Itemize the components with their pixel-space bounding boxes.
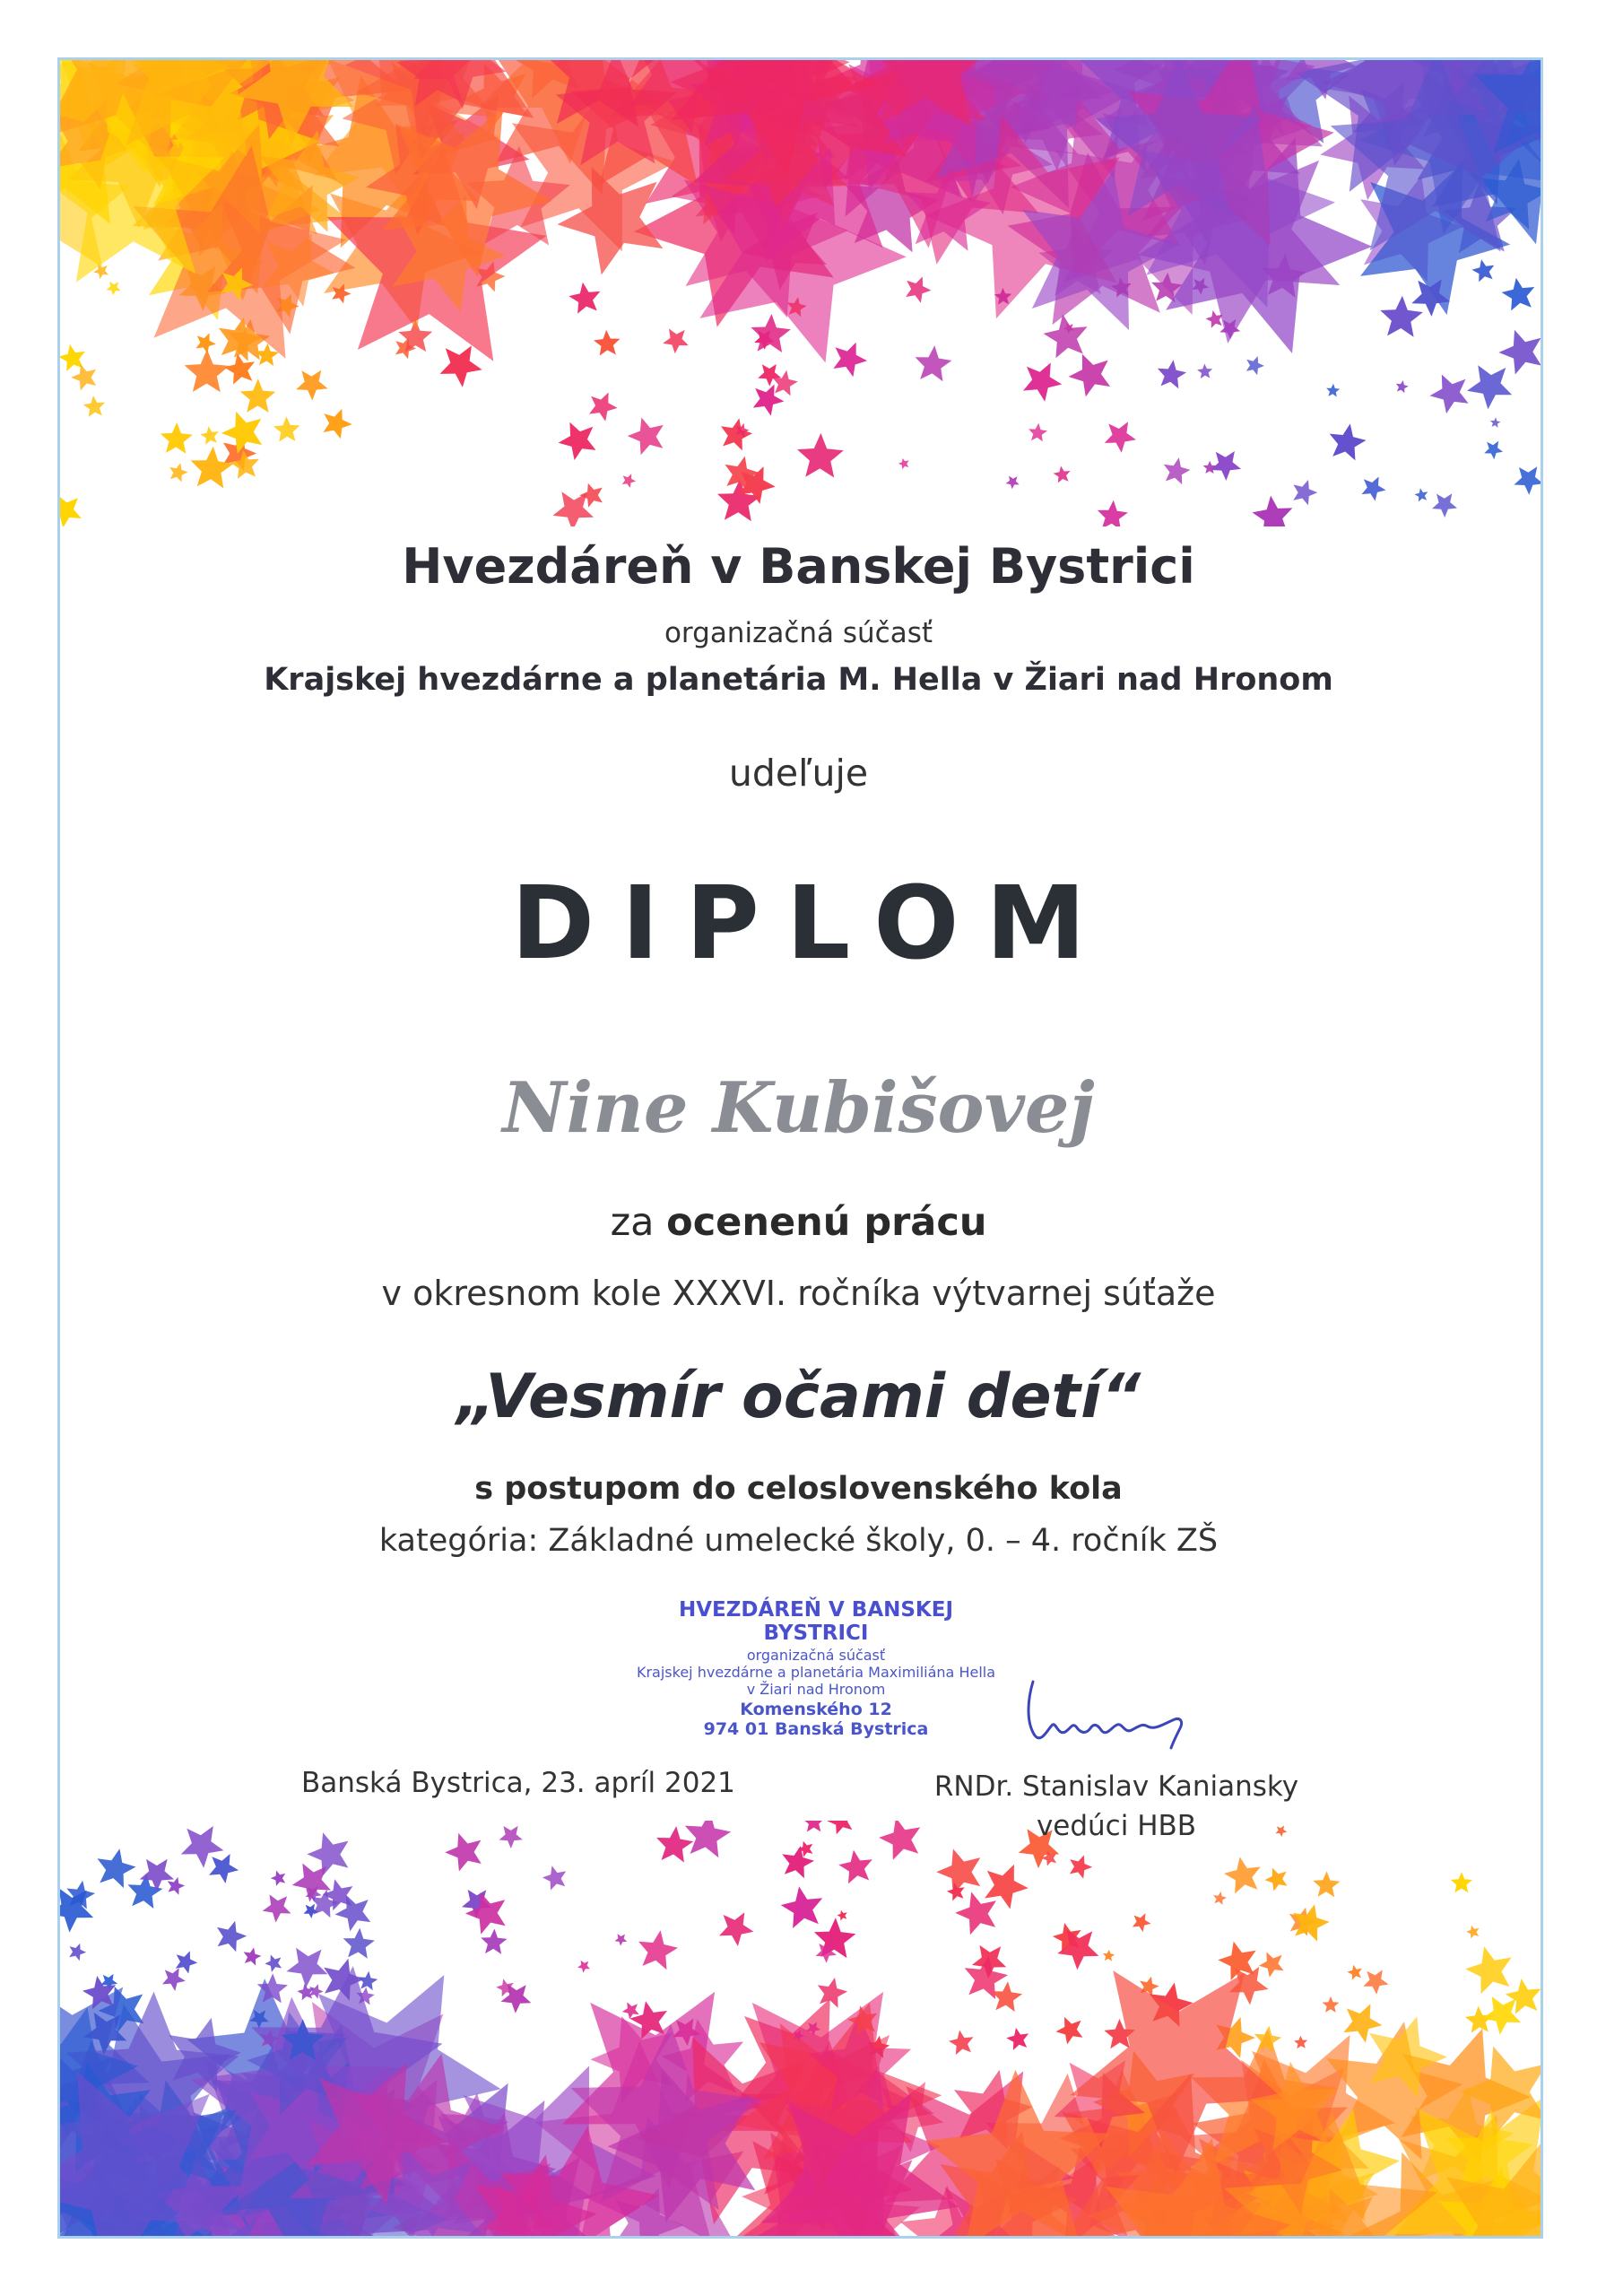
star-shape — [60, 495, 82, 526]
star-shape — [1362, 477, 1386, 501]
star-shape — [1502, 278, 1535, 311]
official-stamp — [628, 1598, 1004, 1739]
star-shape — [481, 1929, 507, 1954]
star-shape — [1098, 500, 1128, 526]
star-shape — [307, 1832, 348, 1875]
star-shape — [577, 1961, 590, 1973]
stamp-line-4: v Žiari nad Hronom — [746, 1681, 886, 1698]
star-shape — [837, 1910, 846, 1921]
stamp-line-5: Komenského 12 — [740, 1700, 892, 1719]
star-shape — [343, 1928, 375, 1959]
star-shape — [1069, 354, 1111, 397]
grants-text: udeľuje — [728, 752, 869, 795]
star-shape — [622, 474, 636, 488]
document-title: DIPLOM — [511, 865, 1113, 982]
stamp-line-2: organizačná súčasť — [746, 1647, 886, 1664]
star-shape — [304, 1904, 319, 1918]
star-confetti-bottom — [60, 1821, 1541, 2236]
competition-title: „Vesmír očami detí“ — [456, 1361, 1141, 1432]
star-shape — [898, 458, 909, 469]
star-shape — [195, 333, 215, 353]
star-shape — [656, 1826, 693, 1863]
star-shape — [1430, 375, 1469, 414]
star-shape — [263, 1894, 291, 1922]
star-shape — [1414, 488, 1428, 501]
competition-round: v okresnom kole XXXVI. ročníka výtvarnej súťaže — [381, 1274, 1216, 1313]
star-shape — [947, 1883, 965, 1900]
star-shape — [217, 1921, 247, 1952]
star-shape — [1465, 1946, 1511, 1994]
star-shape — [818, 1978, 847, 2008]
star-shape — [107, 282, 121, 296]
star-shape — [191, 447, 234, 489]
star-shape — [992, 1981, 1023, 2012]
star-shape — [1432, 493, 1457, 517]
star-shape — [1451, 1872, 1472, 1892]
stamp-line-1: HVEZDÁREŇ V BANSKEJ BYSTRICI — [678, 1598, 954, 1645]
star-shape — [1264, 1868, 1287, 1892]
star-shape — [323, 409, 352, 439]
star-shape — [1330, 423, 1367, 460]
star-shape — [1396, 380, 1409, 393]
star-shape — [833, 343, 867, 378]
star-shape — [614, 1934, 627, 1945]
star-confetti-top — [60, 60, 1541, 526]
star-shape — [445, 1833, 482, 1872]
star-shape — [1164, 457, 1191, 484]
star-shape — [1105, 422, 1136, 453]
star-shape — [1029, 423, 1047, 442]
star-shape — [781, 1886, 823, 1928]
star-shape — [161, 422, 193, 454]
handwritten-signature — [1022, 1673, 1202, 1753]
stamp-line-6: 974 01 Banská Bystrica — [703, 1719, 929, 1739]
star-shape — [98, 1848, 136, 1888]
star-shape — [240, 378, 275, 413]
star-shape — [949, 2031, 974, 2056]
star-shape — [589, 393, 618, 422]
star-shape — [1006, 2028, 1029, 2050]
star-shape — [271, 1871, 285, 1886]
star-shape — [1294, 2036, 1307, 2049]
star-shape — [1253, 496, 1293, 526]
star-shape — [838, 1850, 872, 1884]
issuer-subtitle: organizačná súčasť — [664, 617, 933, 649]
signer-block — [906, 1767, 1327, 1846]
signer-role: vedúci HBB — [1036, 1810, 1197, 1842]
star-shape — [1490, 417, 1500, 427]
star-shape — [1006, 476, 1020, 490]
signer-name: RNDr. Stanislav Kaniansky — [933, 1770, 1299, 1803]
star-shape — [69, 1944, 86, 1961]
star-shape — [1347, 1965, 1362, 1980]
category-line: kategória: Základné umelecké školy, 0. – 4. ročník ZŠ — [378, 1523, 1219, 1559]
star-shape — [685, 1821, 731, 1857]
star-shape — [1467, 365, 1512, 409]
star-shape — [1484, 441, 1503, 459]
star-shape — [663, 329, 689, 354]
star-shape — [1197, 364, 1212, 379]
star-shape — [906, 276, 931, 302]
star-shape — [1259, 1952, 1284, 1978]
star-shape — [1203, 461, 1217, 474]
star-shape — [1498, 330, 1541, 375]
place-and-date: Banská Bystrica, 23. apríl 2021 — [301, 1767, 735, 1799]
star-shape — [803, 1821, 825, 1832]
star-shape — [568, 283, 600, 314]
star-shape — [1471, 259, 1494, 282]
award-reason — [0, 1200, 1597, 1245]
star-shape — [1023, 362, 1062, 401]
star-shape — [1224, 1857, 1261, 1893]
stamp-line-3: Krajskej hvezdárne a planetária Maximiliána Hella — [636, 1664, 996, 1681]
advancement-note: s postupom do celoslovenského kola — [474, 1471, 1123, 1507]
star-shape — [273, 416, 300, 441]
star-shape — [1103, 1950, 1115, 1961]
star-shape — [1363, 1970, 1388, 1994]
star-shape — [209, 1854, 239, 1883]
star-shape — [638, 1930, 678, 1970]
star-shape — [1326, 384, 1340, 397]
star-shape — [1158, 360, 1186, 388]
star-shape — [359, 1971, 378, 1990]
star-shape — [499, 1826, 523, 1848]
star-shape — [185, 349, 230, 392]
award-reason-bold: ocenenú prácu — [666, 1200, 987, 1245]
star-shape — [1466, 1926, 1479, 1939]
star-shape — [594, 330, 620, 356]
star-shape — [1482, 1996, 1521, 2035]
star-shape — [162, 1968, 186, 1991]
star-shape — [265, 1954, 282, 1972]
issuer-name: Hvezdáreň v Banskej Bystrici — [402, 538, 1195, 595]
star-shape — [1070, 1855, 1092, 1878]
star-shape — [1313, 1871, 1340, 1897]
star-shape — [751, 314, 791, 352]
star-shape — [83, 396, 105, 417]
star-shape — [1044, 314, 1088, 358]
star-shape — [1514, 466, 1541, 495]
star-shape — [1323, 1996, 1340, 2013]
star-shape — [827, 1821, 852, 1834]
star-shape — [955, 1892, 996, 1935]
star-shape — [542, 1866, 566, 1890]
star-shape — [168, 1877, 185, 1895]
star-shape — [169, 463, 188, 482]
star-shape — [1054, 466, 1071, 483]
star-shape — [287, 1948, 328, 1988]
star-shape — [559, 422, 596, 460]
star-shape — [244, 1947, 262, 1965]
star-shape — [1056, 2017, 1083, 2045]
star-shape — [224, 353, 255, 385]
star-shape — [1133, 1913, 1151, 1932]
star-shape — [1293, 480, 1317, 505]
star-shape — [200, 426, 219, 444]
star-shape — [719, 1912, 753, 1946]
star-shape — [1246, 356, 1264, 375]
star-shape — [916, 345, 952, 381]
recipient-name: Nine Kubišovej — [502, 1067, 1095, 1149]
star-shape — [797, 433, 844, 478]
award-reason-prefix: za — [610, 1200, 655, 1245]
issuer-parent-org: Krajskej hvezdárne a planetária M. Hella v Žiari nad Hronom — [264, 662, 1333, 698]
star-shape — [71, 364, 96, 390]
star-shape — [440, 345, 482, 387]
star-shape — [296, 370, 327, 401]
star-shape — [1213, 1892, 1227, 1905]
star-shape — [628, 418, 664, 456]
